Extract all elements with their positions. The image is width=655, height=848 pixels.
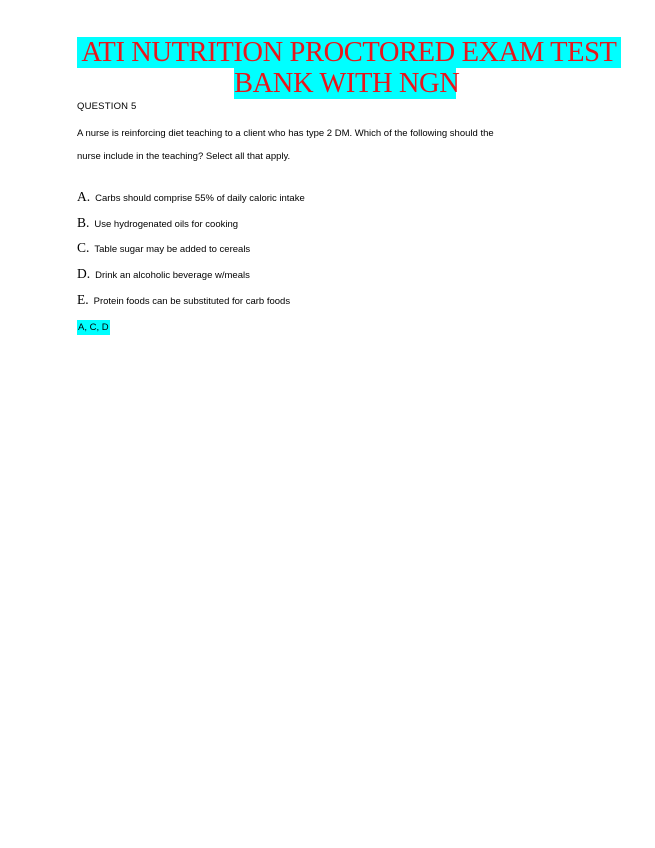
answer-key: A, C, D xyxy=(78,322,109,333)
option-letter: D. xyxy=(77,266,91,282)
title-line-1: ATI NUTRITION PROCTORED EXAM TEST xyxy=(77,37,621,68)
option-letter: B. xyxy=(77,214,90,230)
option-e xyxy=(77,292,597,318)
answer-options xyxy=(77,189,597,317)
option-text: Drink an alcoholic beverage w/meals xyxy=(95,270,250,282)
option-text: Use hydrogenated oils for cooking xyxy=(94,218,239,230)
option-d xyxy=(77,266,597,292)
option-c xyxy=(77,240,597,266)
question-label: QUESTION 5 xyxy=(77,101,137,112)
option-letter: A. xyxy=(77,189,91,204)
option-text: Table sugar may be added to cereals xyxy=(94,244,251,256)
question-text-line-2: nurse include in the teaching? Select all that apply. xyxy=(77,151,291,162)
question-text-line-1: A nurse is reinforcing diet teaching to a client who has type 2 DM. Which of the following should the xyxy=(77,128,494,139)
option-a xyxy=(77,189,597,215)
question-text xyxy=(77,122,597,168)
option-letter: E. xyxy=(77,291,89,307)
option-letter: C. xyxy=(77,240,90,256)
title-line-2: BANK WITH NGN xyxy=(234,68,460,99)
option-text: Protein foods can be substituted for carb foods xyxy=(93,295,291,307)
option-b xyxy=(77,215,597,241)
option-text: Carbs should comprise 55% of daily caloric intake xyxy=(95,193,305,204)
